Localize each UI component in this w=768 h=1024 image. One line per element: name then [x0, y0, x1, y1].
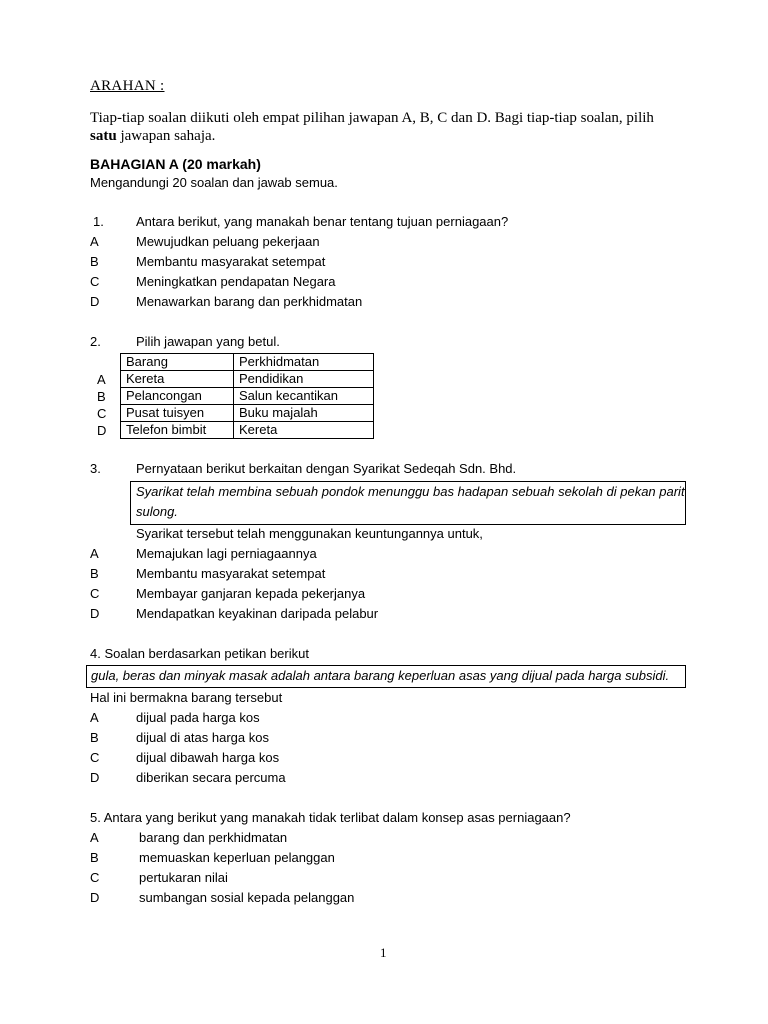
section-title: BAHAGIAN A (20 markah)	[90, 156, 261, 172]
q3-statement-line-1: Syarikat telah membina sebuah pondok menunggu bas hadapan sebuah sekolah di pekan parit	[136, 484, 685, 499]
table-row	[121, 405, 374, 422]
q3-option-letter: A	[90, 546, 99, 561]
q4-option-text: diberikan secara percuma	[136, 770, 286, 785]
q1-option-text: Membantu masyarakat setempat	[136, 254, 326, 269]
q5-text: 5. Antara yang berikut yang manakah tidak terlibat dalam konsep asas perniagaan?	[90, 810, 571, 825]
q1-option-letter: C	[90, 274, 100, 289]
table-row	[121, 371, 374, 388]
q3-option-letter: C	[90, 586, 100, 601]
q3-option-text: Membayar ganjaran kepada pekerjanya	[136, 586, 366, 601]
table-cell: Pendidikan	[234, 371, 374, 388]
q4-option-letter: B	[90, 730, 99, 745]
q4-option-letter: A	[90, 710, 99, 725]
q1-text: Antara berikut, yang manakah benar tentang tujuan perniagaan?	[136, 214, 509, 229]
table-row	[121, 388, 374, 405]
q5-option-letter: C	[90, 870, 100, 885]
q4-passage: gula, beras dan minyak masak adalah antara barang keperluan asas yang dijual pada harga subsidi.	[91, 668, 670, 683]
q4-option-text: dijual pada harga kos	[136, 710, 260, 725]
table-cell: Pelancongan	[121, 388, 234, 405]
q4-passage-box	[86, 665, 686, 688]
q3-option-letter: B	[90, 566, 99, 581]
q3-number: 3.	[90, 461, 101, 476]
table-cell: Salun kecantikan	[234, 388, 374, 405]
q2-row-letter: C	[97, 406, 107, 421]
table-header-cell: Perkhidmatan	[234, 354, 374, 371]
q3-option-text: Memajukan lagi perniagaannya	[136, 546, 317, 561]
table-cell: Buku majalah	[234, 405, 374, 422]
q1-option-text: Mewujudkan peluang pekerjaan	[136, 234, 320, 249]
q1-number: 1.	[93, 214, 104, 229]
q5-option-text: memuaskan keperluan pelanggan	[139, 850, 335, 865]
q4-option-letter: D	[90, 770, 100, 785]
q4-option-text: dijual di atas harga kos	[136, 730, 269, 745]
q3-option-letter: D	[90, 606, 100, 621]
q5-option-letter: B	[90, 850, 99, 865]
q2-answer-table	[120, 353, 374, 439]
table-cell: Pusat tuisyen	[121, 405, 234, 422]
table-row	[121, 422, 374, 439]
q1-option-letter: B	[90, 254, 99, 269]
q2-row-letter: A	[97, 372, 106, 387]
q1-option-text: Menawarkan barang dan perkhidmatan	[136, 294, 363, 309]
table-header-row	[121, 354, 374, 371]
table-header-cell: Barang	[121, 354, 234, 371]
q3-text: Pernyataan berikut berkaitan dengan Syarikat Sedeqah Sdn. Bhd.	[136, 461, 517, 476]
q5-option-text: barang dan perkhidmatan	[139, 830, 288, 845]
q1-option-text: Meningkatkan pendapatan Negara	[136, 274, 336, 289]
q5-option-text: sumbangan sosial kepada pelanggan	[139, 890, 355, 905]
instructions-emphasis: satu	[90, 128, 117, 144]
q4-text: 4. Soalan berdasarkan petikan berikut	[90, 646, 309, 661]
page-number: 1	[380, 945, 387, 960]
section-subtitle: Mengandungi 20 soalan dan jawab semua.	[90, 175, 338, 190]
q5-option-letter: D	[90, 890, 100, 905]
instructions-line-1: Tiap-tiap soalan diikuti oleh empat pilihan jawapan A, B, C dan D. Bagi tiap-tiap soalan, pilih	[90, 110, 654, 126]
q5-option-text: pertukaran nilai	[139, 870, 228, 885]
q5-option-letter: A	[90, 830, 99, 845]
table-cell: Kereta	[234, 422, 374, 439]
q1-option-letter: D	[90, 294, 100, 309]
q3-statement-box	[130, 481, 686, 525]
instructions-line-2-rest: jawapan sahaja.	[116, 128, 216, 144]
instructions-line-2	[90, 127, 215, 145]
q3-stem: Syarikat tersebut telah menggunakan keuntungannya untuk,	[136, 526, 483, 541]
q2-row-letter: B	[97, 389, 106, 404]
q3-statement-line-2: sulong.	[136, 504, 178, 519]
q4-option-text: dijual dibawah harga kos	[136, 750, 280, 765]
q1-option-letter: A	[90, 234, 99, 249]
q2-row-letter: D	[97, 423, 107, 438]
instructions-heading: ARAHAN :	[90, 78, 165, 94]
table-cell: Telefon bimbit	[121, 422, 234, 439]
q3-option-text: Membantu masyarakat setempat	[136, 566, 326, 581]
q3-option-text: Mendapatkan keyakinan daripada pelabur	[136, 606, 379, 621]
q2-number: 2.	[90, 334, 101, 349]
table-cell: Kereta	[121, 371, 234, 388]
q2-text: Pilih jawapan yang betul.	[136, 334, 280, 349]
q4-option-letter: C	[90, 750, 100, 765]
q4-stem: Hal ini bermakna barang tersebut	[90, 690, 283, 705]
